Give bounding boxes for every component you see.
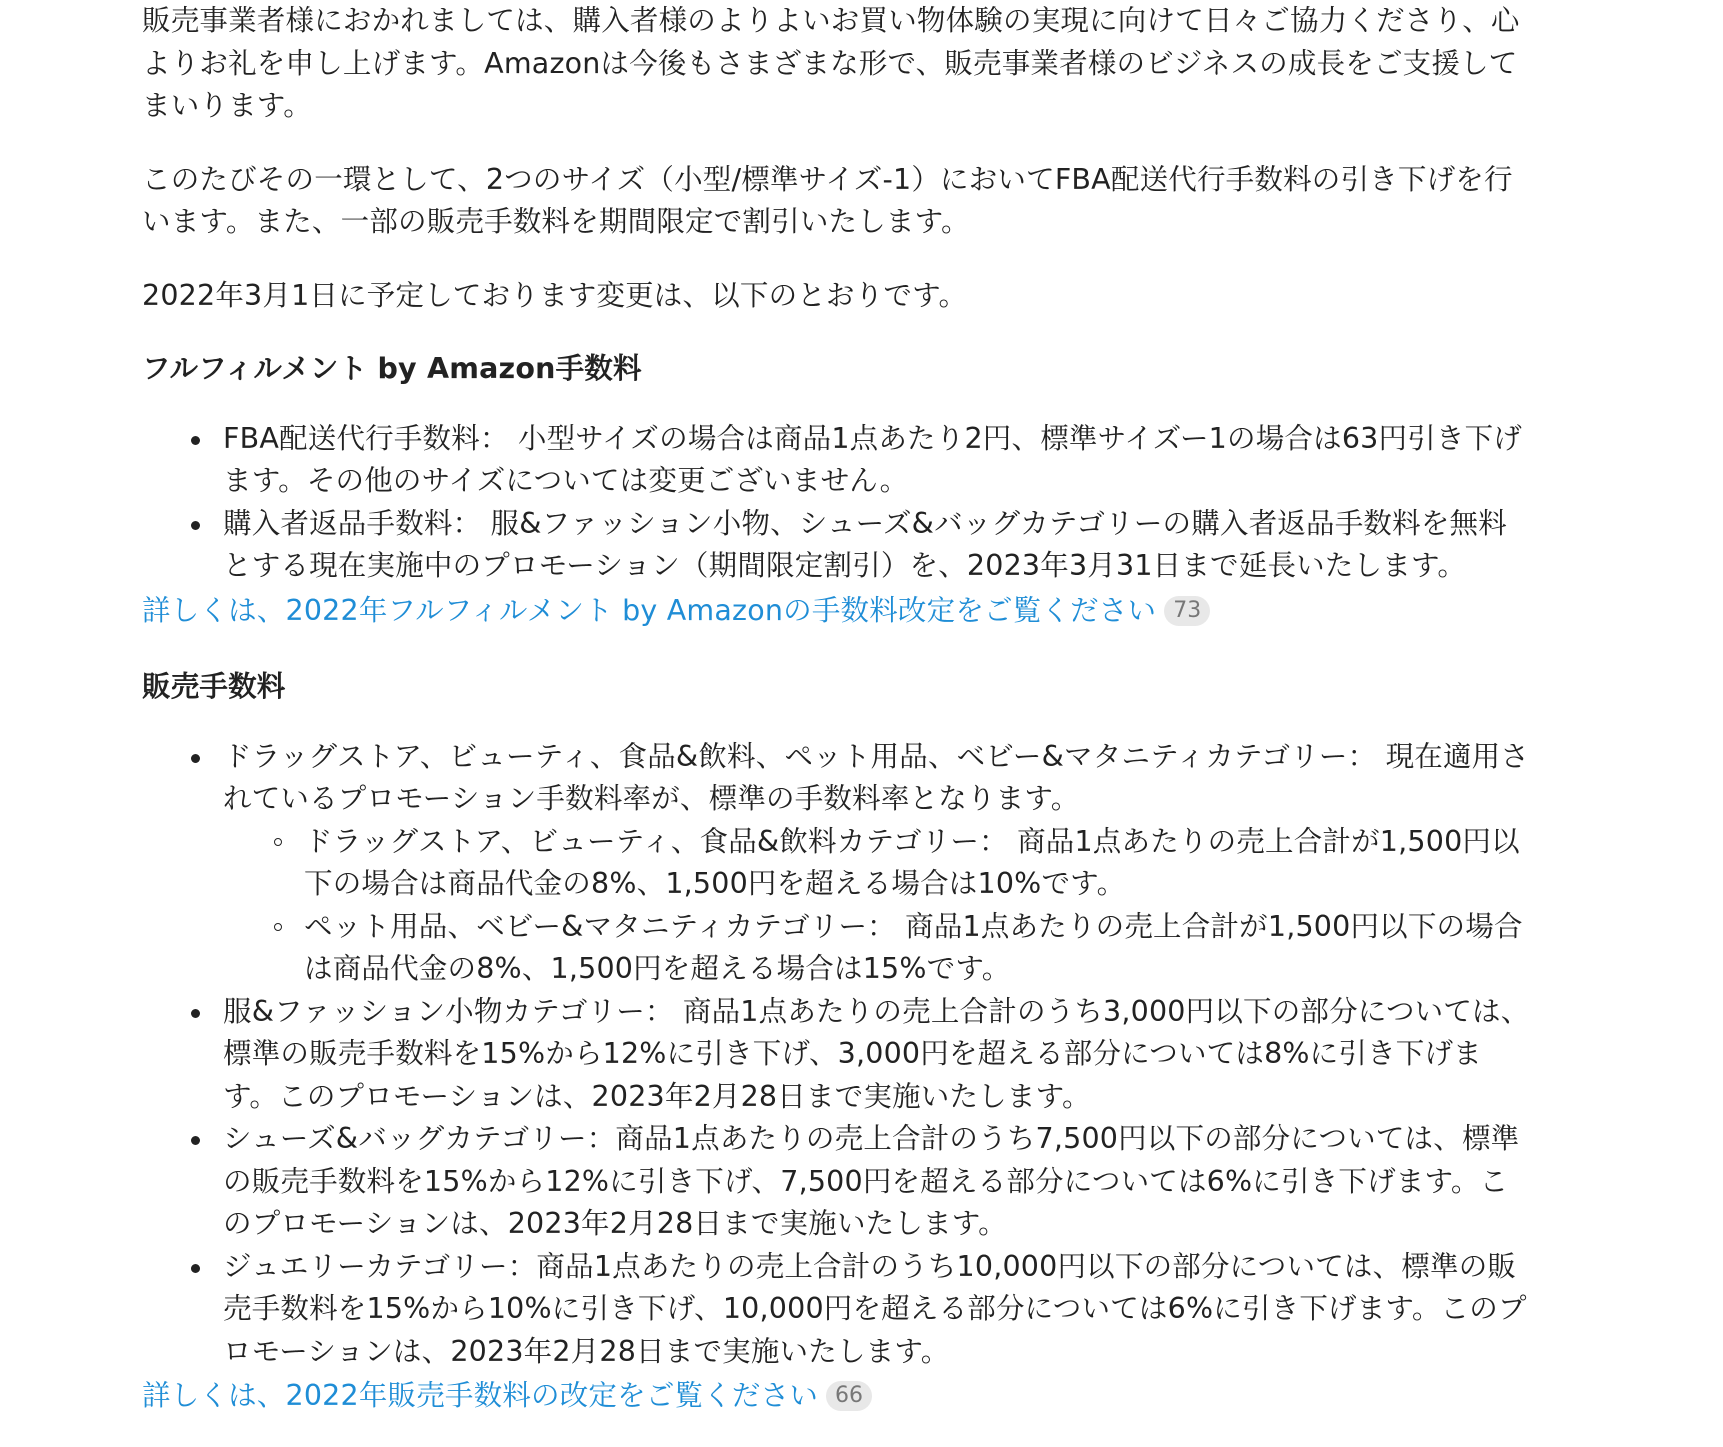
fba-fees-heading: フルフィルメント by Amazon手数料 bbox=[142, 352, 642, 385]
click-count-badge: 66 bbox=[826, 1381, 872, 1411]
intro-paragraph-1: 販売事業者様におかれましては、購入者様のよりよいお買い物体験の実現に向けて日々ご協力くださり、心よりお礼を申し上げます。Amazonは今後もさまざまな形で、販売事業者様のビジネスの成長をご支援してまいります。 bbox=[142, 4, 1520, 122]
list-item: 服&ファッション小物カテゴリー： 商品1点あたりの売上合計のうち3,000円以下の部分については、標準の販売手数料を15%から12%に引き下げ、3,000円を超える部分については8%に引き下げます。このプロモーションは、2023年2月28日まで実施いたします。 bbox=[223, 991, 1532, 1119]
list-item: FBA配送代行手数料： 小型サイズの場合は商品1点あたり2円、標準サイズー1の場合は63円引き下げます。その他のサイズについては変更ございません。 bbox=[223, 418, 1532, 503]
sub-list-item: ペット用品、ベビー&マタニティカテゴリー： 商品1点あたりの売上合計が1,500円以下の場合は商品代金の8%、1,500円を超える場合は15%です。 bbox=[304, 906, 1532, 991]
click-count-badge: 73 bbox=[1164, 596, 1210, 626]
list-item-text: ドラッグストア、ビューティ、食品&飲料、ペット用品、ベビー&マタニティカテゴリー： 現在適用されているプロモーション手数料率が、標準の手数料率となります。 bbox=[223, 739, 1530, 815]
fba-details-link[interactable]: 詳しくは、2022年フルフィルメント by Amazonの手数料改定をご覧ください bbox=[142, 593, 1157, 627]
sub-list-item: ドラッグストア、ビューティ、食品&飲料カテゴリー： 商品1点あたりの売上合計が1,500円以下の場合は商品代金の8%、1,500円を超える場合は10%です。 bbox=[304, 821, 1532, 906]
list-item: 購入者返品手数料： 服&ファッション小物、シューズ&バッグカテゴリーの購入者返品手数料を無料とする現在実施中のプロモーション（期間限定割引）を、2023年3月31日まで延長いたします。 bbox=[223, 503, 1532, 588]
intro-paragraph-2: このたびその一環として、2つのサイズ（小型/標準サイズ-1）においてFBA配送代行手数料の引き下げを行います。また、一部の販売手数料を期間限定で割引いたします。 bbox=[142, 162, 1513, 238]
list-item bbox=[223, 736, 1532, 991]
selling-fees-list bbox=[142, 736, 1532, 1374]
intro-paragraph-3: 2022年3月1日に予定しております変更は、以下のとおりです。 bbox=[142, 278, 968, 312]
post-content bbox=[142, 0, 1532, 1418]
fba-details-link-line bbox=[142, 590, 1532, 633]
list-item: ジュエリーカテゴリー：商品1点あたりの売上合計のうち10,000円以下の部分については、標準の販売手数料を15%から10%に引き下げ、10,000円を超える部分については6%に引き下げます。このプロモーションは、2023年2月28日まで実施いたします。 bbox=[223, 1246, 1532, 1374]
selling-details-link-line bbox=[142, 1375, 1532, 1418]
selling-fees-sublist bbox=[223, 821, 1532, 991]
fba-fees-list bbox=[142, 418, 1532, 588]
selling-details-link[interactable]: 詳しくは、2022年販売手数料の改定をご覧ください bbox=[142, 1379, 819, 1412]
selling-fees-heading: 販売手数料 bbox=[142, 670, 286, 703]
list-item: シューズ&バッグカテゴリー：商品1点あたりの売上合計のうち7,500円以下の部分については、標準の販売手数料を15%から12%に引き下げ、7,500円を超える部分については6%に引き下げます。このプロモーションは、2023年2月28日まで実施いたします。 bbox=[223, 1118, 1532, 1246]
